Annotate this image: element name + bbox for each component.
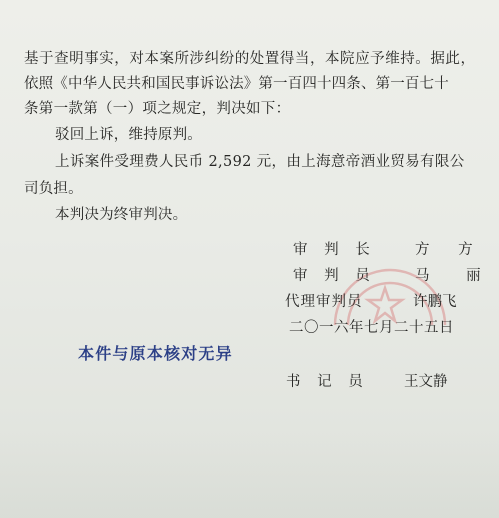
- signature-name: 方 方: [415, 242, 485, 258]
- body-line-5: 上诉案件受理费人民币 2,592 元，由上海意帝酒业贸易有限公: [55, 154, 465, 170]
- body-line-7: 本判决为终审判决。: [55, 207, 188, 223]
- signature-name: 王文静: [404, 374, 448, 390]
- signature-role: 审 判 长: [293, 242, 376, 258]
- page-blank-area: [0, 430, 499, 518]
- signature-role: 审 判 员: [293, 268, 376, 284]
- signature-name: 马 丽: [415, 268, 497, 284]
- signature-row-clerk: [286, 373, 486, 391]
- signature-role: 代理审判员: [285, 294, 363, 310]
- signature-row-acting-judge: [285, 293, 485, 311]
- body-line-3: 条第一款第（一）项之规定，判决如下：: [24, 101, 291, 117]
- certification-stamp: 本件与原本核对无异: [78, 344, 233, 363]
- judgment-date: 二〇一六年七月二十五日: [289, 320, 454, 336]
- signature-row-judge: [293, 267, 497, 285]
- signature-name: 许鹏飞: [413, 294, 457, 310]
- body-line-1: 基于查明事实，对本案所涉纠纷的处置得当，本院应予维持。据此，: [24, 51, 476, 67]
- body-line-6: 司负担。: [24, 181, 83, 197]
- body-line-4: 驳回上诉，维持原判。: [55, 127, 202, 143]
- body-line-2: 依照《中华人民共和国民事诉讼法》第一百四十四条、第一百七十: [24, 76, 449, 92]
- signature-row-chief-judge: [293, 241, 483, 259]
- signature-role: 书 记 员: [286, 374, 369, 390]
